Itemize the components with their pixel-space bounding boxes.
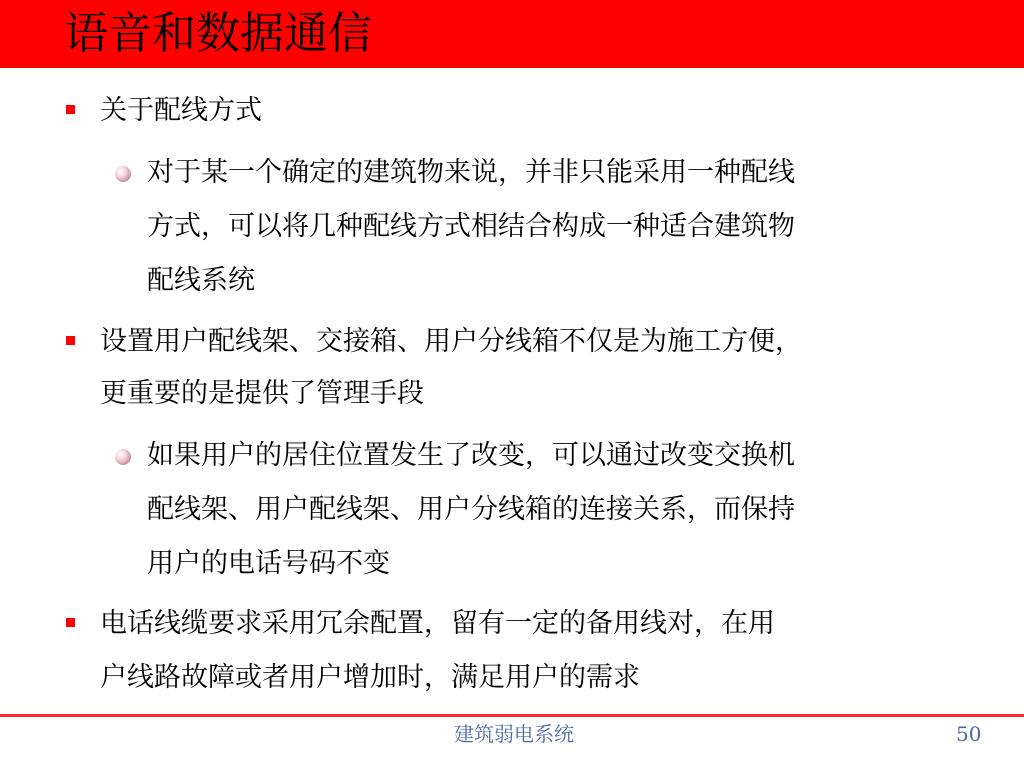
sphere-bullet-icon <box>115 449 131 465</box>
footer-divider <box>0 714 1024 717</box>
bullet-2-line-1: 设置用户配线架、交接箱、用户分线箱不仅是为施工方便， <box>100 326 802 357</box>
bullet-1-sub-1-line-3: 配线系统 <box>147 265 255 296</box>
slide-title: 语音和数据通信 <box>64 8 372 59</box>
square-bullet-icon <box>66 336 75 345</box>
bullet-2-sub-1-line-1: 如果用户的居住位置发生了改变，可以通过改变交换机 <box>147 440 795 471</box>
bullet-1-line-1: 关于配线方式 <box>100 95 262 126</box>
bullet-1-sub-1-line-2: 方式，可以将几种配线方式相结合构成一种适合建筑物 <box>147 211 795 242</box>
sphere-bullet-icon <box>115 166 131 182</box>
page-number: 50 <box>956 722 982 746</box>
square-bullet-icon <box>66 105 75 114</box>
footer-title: 建筑弱电系统 <box>454 722 574 746</box>
bullet-3-line-1: 电话线缆要求采用冗余配置，留有一定的备用线对，在用 <box>100 608 775 639</box>
bullet-2-sub-1-line-2: 配线架、用户配线架、用户分线箱的连接关系，而保持 <box>147 494 795 525</box>
bullet-2-sub-1-line-3: 用户的电话号码不变 <box>147 548 390 579</box>
square-bullet-icon <box>66 618 75 627</box>
bullet-3-line-2: 户线路故障或者用户增加时，满足用户的需求 <box>100 662 640 693</box>
bullet-1-sub-1-line-1: 对于某一个确定的建筑物来说，并非只能采用一种配线 <box>147 157 795 188</box>
bullet-2-line-2: 更重要的是提供了管理手段 <box>100 378 424 409</box>
